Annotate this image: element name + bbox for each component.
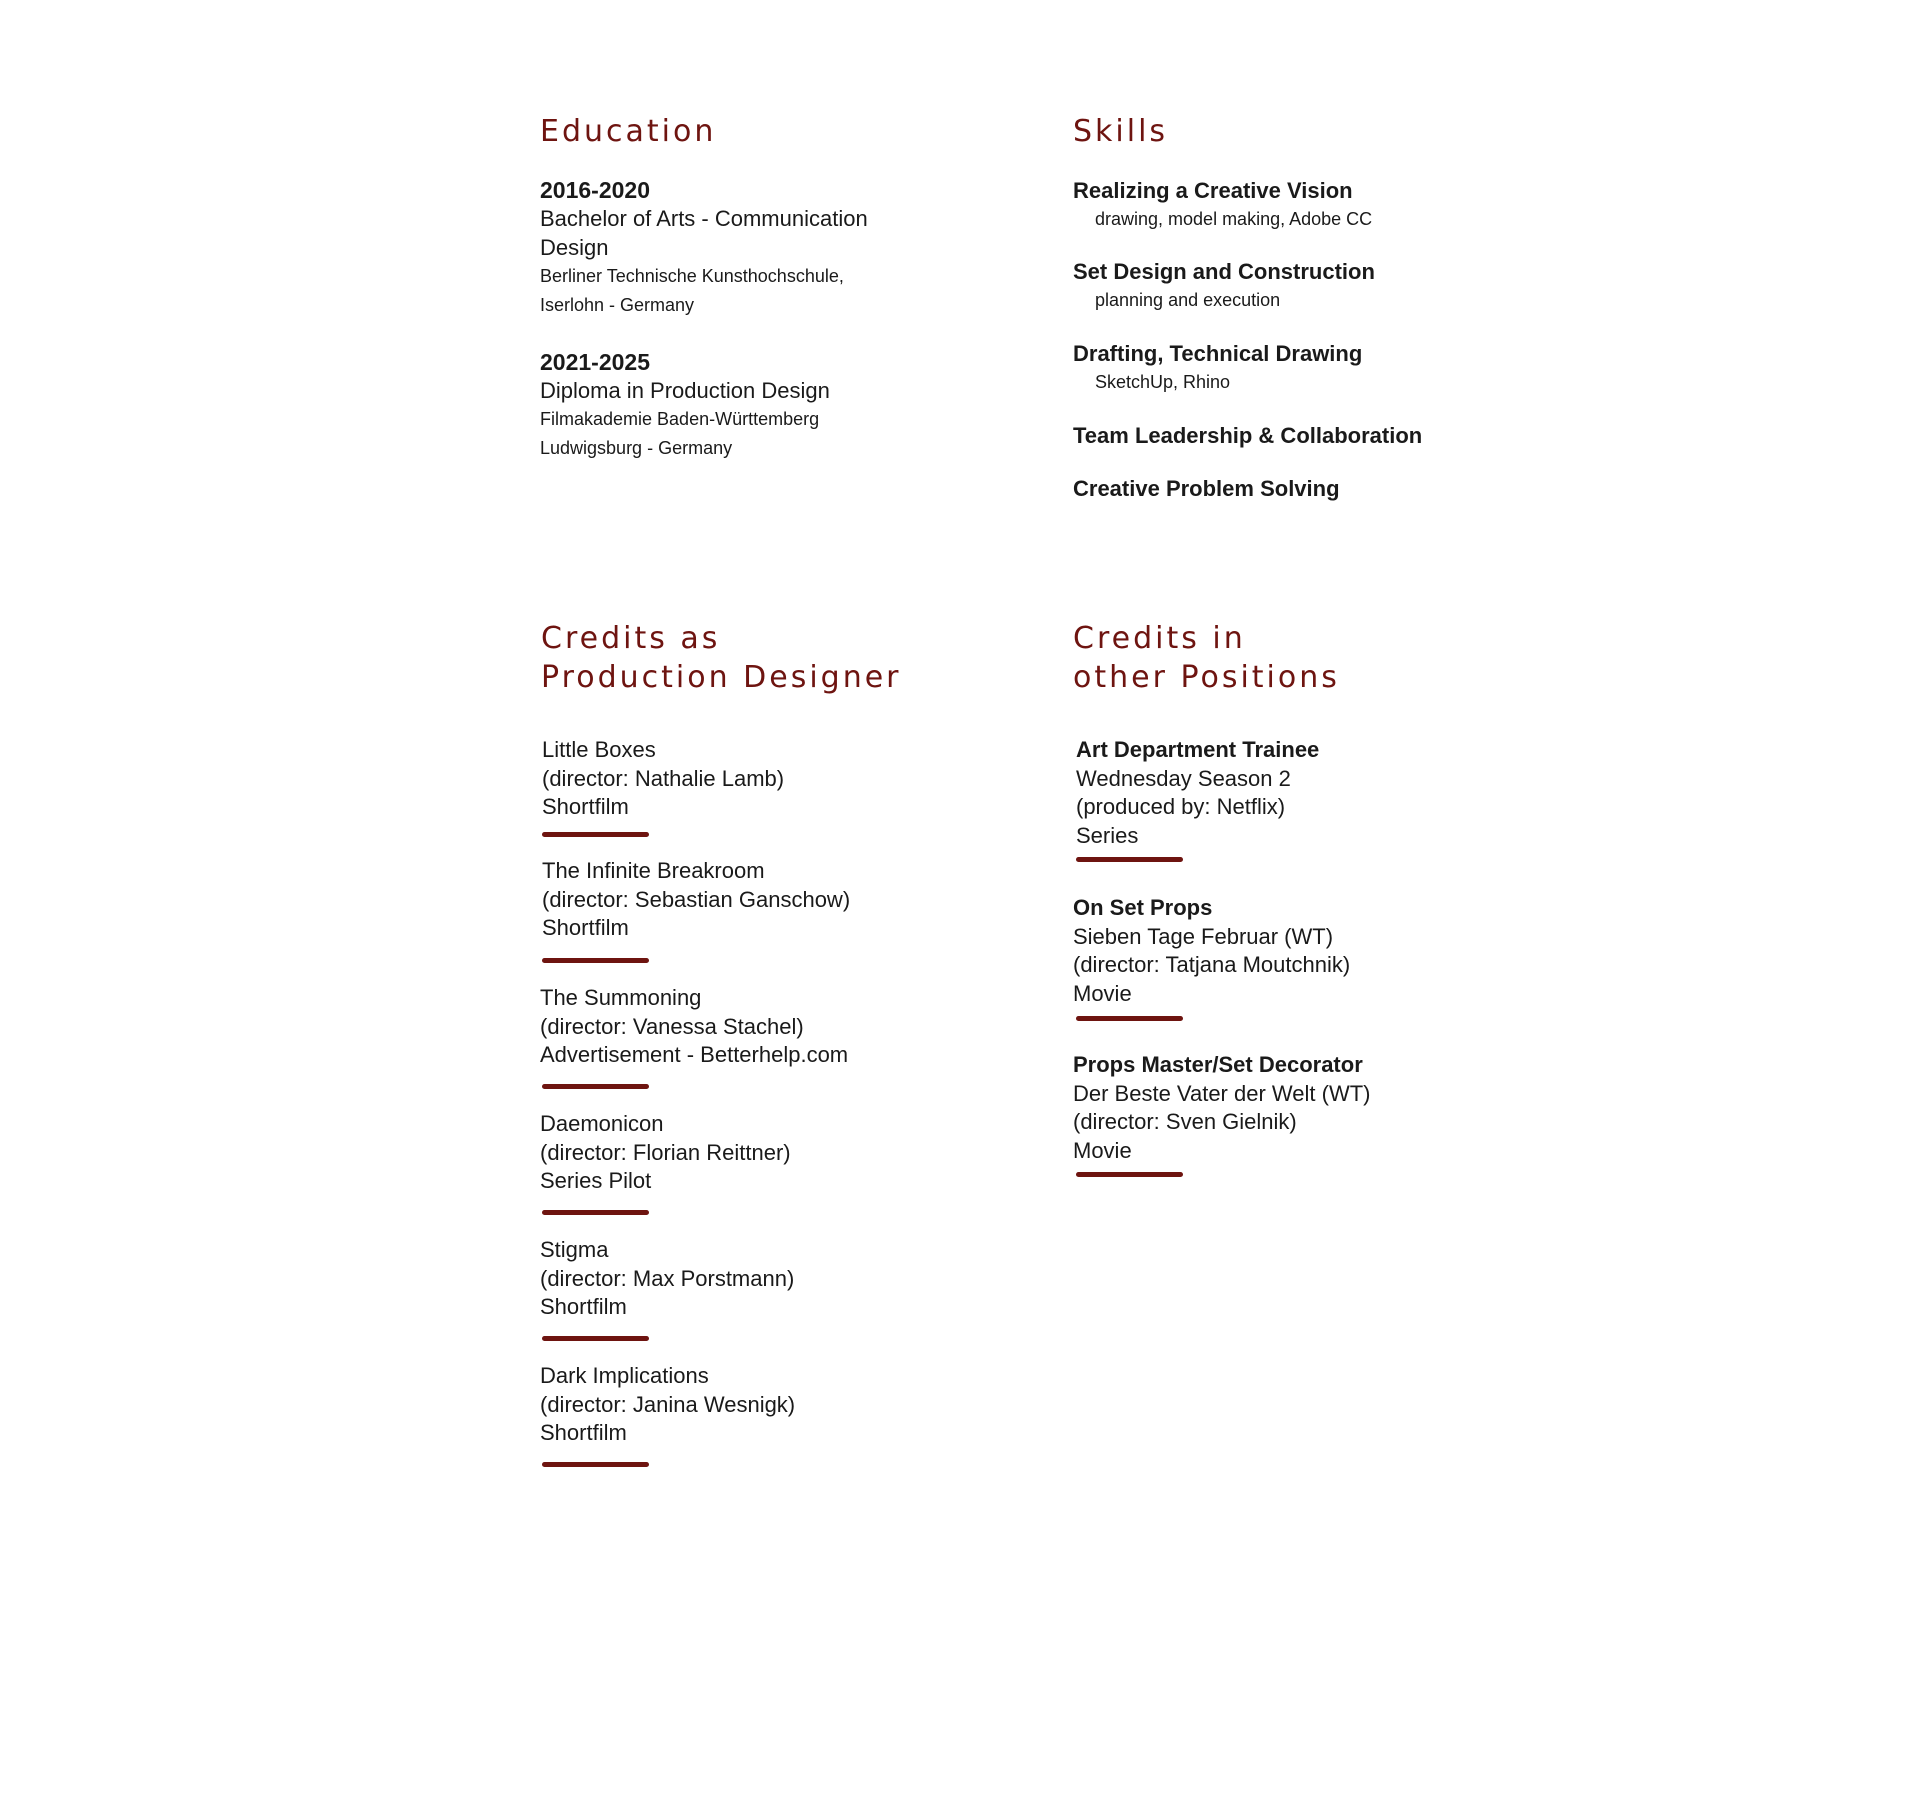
credit-director: (director: Vanessa Stachel) — [540, 1013, 804, 1039]
divider-rule — [1076, 1016, 1183, 1021]
credit-item — [540, 1362, 940, 1448]
credit-director: (director: Nathalie Lamb) — [542, 765, 785, 791]
skill-item — [1073, 474, 1473, 503]
education-degree-cont: Design — [540, 235, 609, 260]
credit-director: (director: Janina Wesnigk) — [540, 1391, 796, 1417]
credits-other-heading — [1073, 619, 1340, 697]
education-location: Iserlohn - Germany — [540, 295, 695, 315]
credit-title: The Infinite Breakroom — [542, 858, 765, 883]
education-entry — [540, 176, 940, 320]
skill-item — [1073, 176, 1473, 234]
credit-director: (director: Sebastian Ganschow) — [542, 886, 851, 912]
credit-producer: (produced by: Netflix) — [1076, 794, 1286, 819]
skill-item — [1073, 339, 1473, 397]
credits-pd-heading-line: Credits as — [541, 621, 721, 656]
skill-detail: planning and execution — [1095, 290, 1281, 310]
credit-type: Advertisement - Betterhelp.com — [540, 1042, 849, 1067]
credits-pd-heading-line: Production Designer — [541, 660, 902, 695]
credit-item — [542, 857, 942, 943]
credit-director: (director: Florian Reittner) — [540, 1139, 791, 1165]
credit-type: Shortfilm — [542, 794, 629, 819]
skill-title: Realizing a Creative Vision — [1073, 178, 1353, 203]
divider-rule — [542, 1210, 649, 1215]
credit-type: Shortfilm — [540, 1420, 627, 1445]
divider-rule — [1076, 1172, 1183, 1177]
credit-type: Movie — [1073, 980, 1132, 1006]
credit-title: The Summoning — [540, 985, 702, 1010]
education-location: Ludwigsburg - Germany — [540, 438, 733, 458]
skill-item — [1073, 257, 1473, 315]
credit-title: Sieben Tage Februar (WT) — [1073, 923, 1334, 949]
skills-heading — [1073, 112, 1168, 151]
credit-item — [1073, 894, 1473, 1008]
education-years: 2021-2025 — [540, 349, 650, 375]
credit-item — [540, 1110, 940, 1196]
skill-title: Team Leadership & Collaboration — [1073, 423, 1423, 448]
skill-item — [1073, 421, 1473, 450]
credit-title: Little Boxes — [542, 737, 656, 762]
divider-rule — [542, 1336, 649, 1341]
education-entry — [540, 348, 940, 463]
credit-director: (director: Max Porstmann) — [540, 1265, 795, 1291]
credit-item — [540, 1236, 940, 1322]
credit-item — [542, 736, 942, 822]
credit-title: Dark Implications — [540, 1363, 709, 1388]
credit-type: Movie — [1073, 1137, 1132, 1163]
divider-rule — [542, 958, 649, 963]
education-years: 2016-2020 — [540, 177, 650, 203]
credit-item — [540, 984, 940, 1070]
divider-rule — [542, 1084, 649, 1089]
credit-title: Daemonicon — [540, 1111, 664, 1136]
skill-detail: SketchUp, Rhino — [1095, 372, 1231, 392]
credits-pd-heading — [541, 619, 902, 697]
credit-title: Wednesday Season 2 — [1076, 765, 1291, 791]
credits-other-heading-line: Credits in — [1073, 621, 1246, 656]
education-degree: Bachelor of Arts - Communication — [540, 206, 868, 231]
credit-role: Props Master/Set Decorator — [1073, 1052, 1363, 1077]
education-heading-text: Education — [540, 114, 717, 149]
education-school: Berliner Technische Kunsthochschule, — [540, 266, 844, 286]
credit-item — [1076, 736, 1476, 850]
credit-item — [1073, 1051, 1473, 1165]
credit-type: Series Pilot — [540, 1168, 652, 1193]
divider-rule — [542, 1462, 649, 1467]
credit-type: Shortfilm — [540, 1294, 627, 1319]
credit-type: Series — [1076, 822, 1139, 848]
credit-title: Stigma — [540, 1237, 609, 1262]
skill-title: Creative Problem Solving — [1073, 476, 1340, 501]
credit-role: Art Department Trainee — [1076, 737, 1320, 762]
education-degree: Diploma in Production Design — [540, 378, 830, 403]
credit-type: Shortfilm — [542, 915, 629, 940]
skill-title: Set Design and Construction — [1073, 259, 1375, 284]
skill-detail: drawing, model making, Adobe CC — [1095, 209, 1373, 229]
credit-director: (director: Sven Gielnik) — [1073, 1109, 1297, 1134]
divider-rule — [542, 832, 649, 837]
credit-director: (director: Tatjana Moutchnik) — [1073, 952, 1351, 977]
education-school: Filmakademie Baden-Württemberg — [540, 409, 820, 429]
credit-role: On Set Props — [1073, 895, 1213, 920]
education-heading — [540, 112, 716, 151]
credit-title: Der Beste Vater der Welt (WT) — [1073, 1080, 1371, 1106]
divider-rule — [1076, 857, 1183, 862]
credits-other-heading-line: other Positions — [1073, 660, 1340, 695]
skill-title: Drafting, Technical Drawing — [1073, 341, 1363, 366]
skills-heading-text: Skills — [1073, 114, 1169, 149]
